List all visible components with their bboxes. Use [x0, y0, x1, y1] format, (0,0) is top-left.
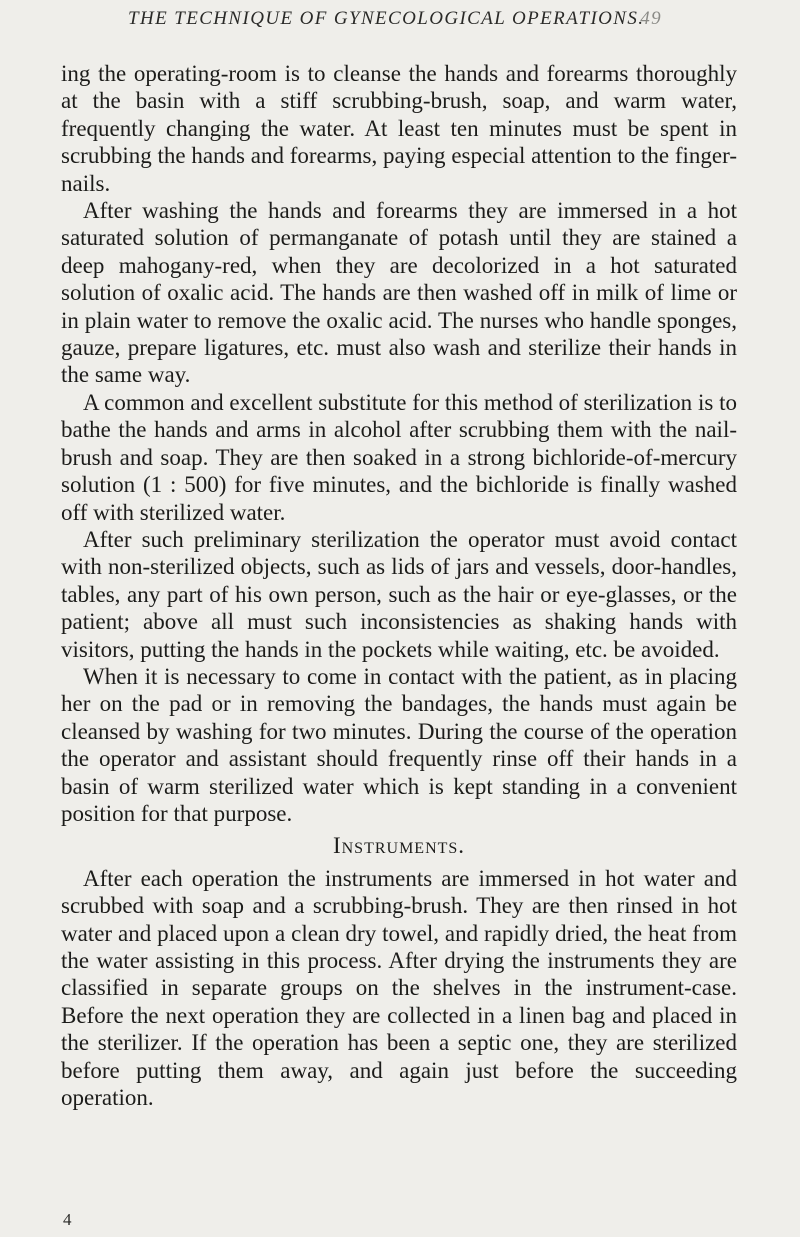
paragraph: After washing the hands and forearms they are immersed in a hot saturated solution of permanganate of potash until they are stained a deep mahogany-red, when they are decolorized in a hot saturated solution of oxalic acid. The hands are then washed off in milk of lime or in plain water to remove the oxalic acid. The nurses who handle sponges, gauze, prepare ligatures, etc. must also wash and sterilize their hands in the same way. — [61, 198, 737, 388]
running-head-title: THE TECHNIQUE OF GYNECOLOGICAL OPERATIONS. — [128, 8, 645, 29]
signature-mark: 4 — [63, 1210, 72, 1229]
paragraph: After each operation the instruments are immersed in hot water and scrubbed with soap and a scrubbing-brush. They are then rinsed in hot water and placed upon a clean dry towel, and rapidly dried, the heat from the water assisting in this process. After drying the instruments they are classified in separate groups on the shelves in the instrument-case. Before the next operation they are collected in a linen bag and placed in the sterilizer. If the operation has been a septic one, they are sterilized before putting them away, and again just before the succeeding operation. — [61, 865, 737, 1111]
paragraph: A common and excellent substitute for this method of sterilization is to bathe the hands and arms in alcohol after scrubbing them with the nail-brush and soap. They are then soaked in a strong bichloride-of-mercury solution (1 : 500) for five minutes, and the bichloride is finally washed off with sterilized water. — [61, 389, 737, 525]
body-text — [61, 60, 737, 1111]
paragraph: After such preliminary sterilization the operator must avoid contact with non-sterilized objects, such as lids of jars and vessels, door-handles, tables, any part of his own person, such as the hair or eye-glasses, or the patient; above all must such inconsistencies as shaking hands with visitors, putting the hands in the pockets while waiting, etc. be avoided. — [61, 526, 737, 662]
running-head — [128, 8, 660, 30]
paragraph-continued: ing the operating-room is to cleanse the hands and forearms thoroughly at the basin with a stiff scrubbing-brush, soap, and warm water, frequently changing the water. At least ten minutes must be spent in scrubbing the hands and forearms, paying especial attention to the finger-nails. — [61, 61, 737, 196]
page-number: 49 — [640, 8, 662, 29]
section-heading-instruments: Instruments. — [332, 833, 466, 859]
paragraph: When it is necessary to come in contact with the patient, as in placing her on the pad or in removing the bandages, the hands must again be cleansed by washing for two minutes. During the course of the operation the operator and assistant should frequently rinse off their hands in a basin of warm sterilized water which is kept standing in a convenient position for that purpose. — [61, 663, 737, 826]
